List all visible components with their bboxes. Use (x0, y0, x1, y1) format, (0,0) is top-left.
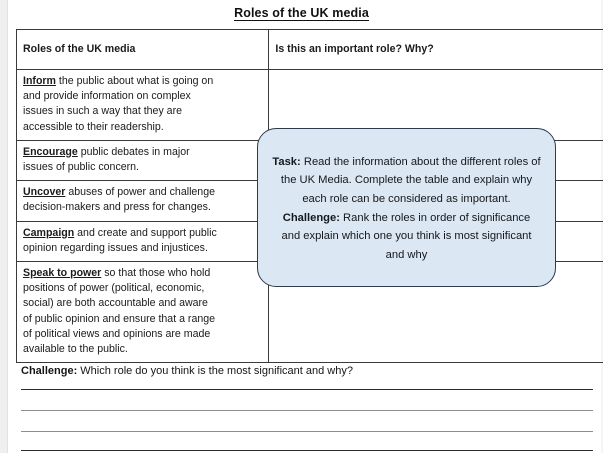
role-lead-encourage: Encourage (23, 145, 78, 158)
column-header-importance: Is this an important role? Why? (269, 30, 603, 70)
writing-line-3 (21, 431, 593, 432)
role-text-uncover-0: abuses of power and challenge (65, 186, 215, 199)
callout-task-text: Read the information about the different roles of the UK Media. Complete the table and explain why each role can be considered as important. (280, 155, 541, 205)
role-text-speak-3: of public opinion and ensure that a range (23, 312, 216, 325)
page-title (0, 6, 603, 21)
column-header-roles: Roles of the UK media (17, 30, 269, 70)
footer-challenge-prompt (21, 364, 353, 378)
role-cell-inform (17, 70, 269, 141)
role-text-speak-0: so that those who hold (101, 267, 211, 280)
role-lead-speak-to-power: Speak to power (23, 267, 102, 280)
footer-challenge-question: Which role do you think is the most significant and why? (77, 365, 353, 377)
page-title-text: Roles of the UK media (234, 6, 369, 20)
role-text-encourage-0: public debates in major (77, 145, 190, 158)
role-cell-campaign (17, 221, 269, 261)
page-left-edge (0, 0, 8, 453)
role-text-speak-2: social) are both accountable and aware (23, 297, 208, 310)
writing-line-1 (21, 389, 593, 390)
role-text-campaign-1: opinion regarding issues and injustices. (23, 241, 208, 254)
role-text-inform-0: the public about what is going on (55, 75, 214, 87)
callout-task-label: Task: (272, 155, 301, 168)
role-text-inform-3: accessible to their readership. (23, 120, 164, 133)
role-lead-inform: Inform (23, 75, 56, 87)
role-text-speak-1: positions of power (political, economic, (23, 282, 205, 295)
role-text-speak-4: of political views and opinions are made (23, 327, 211, 340)
writing-line-4 (21, 450, 593, 451)
writing-line-2 (21, 410, 593, 411)
role-text-uncover-1: decision-makers and press for changes. (23, 201, 211, 214)
task-callout-bubble (257, 128, 556, 287)
role-text-encourage-1: issues of public concern. (23, 161, 140, 174)
role-text-campaign-0: and create and support public (74, 226, 217, 239)
callout-task-paragraph (272, 153, 541, 209)
role-cell-uncover (17, 181, 269, 221)
role-text-inform-1: and provide information on complex (23, 90, 191, 103)
role-cell-speak-to-power (17, 262, 269, 363)
role-lead-campaign: Campaign (23, 226, 75, 239)
role-lead-uncover: Uncover (23, 186, 66, 199)
footer-challenge-label: Challenge: (21, 365, 78, 377)
role-cell-encourage (17, 140, 269, 180)
role-text-inform-2: issues in such a way that they are (23, 105, 182, 118)
role-text-speak-5: available to the public. (23, 343, 128, 356)
callout-challenge-label: Challenge: (282, 211, 340, 224)
table-header-row (17, 30, 603, 70)
callout-challenge-text: Rank the roles in order of significance and explain which one you think is most significant and why (281, 211, 532, 261)
callout-challenge-paragraph (272, 209, 541, 265)
